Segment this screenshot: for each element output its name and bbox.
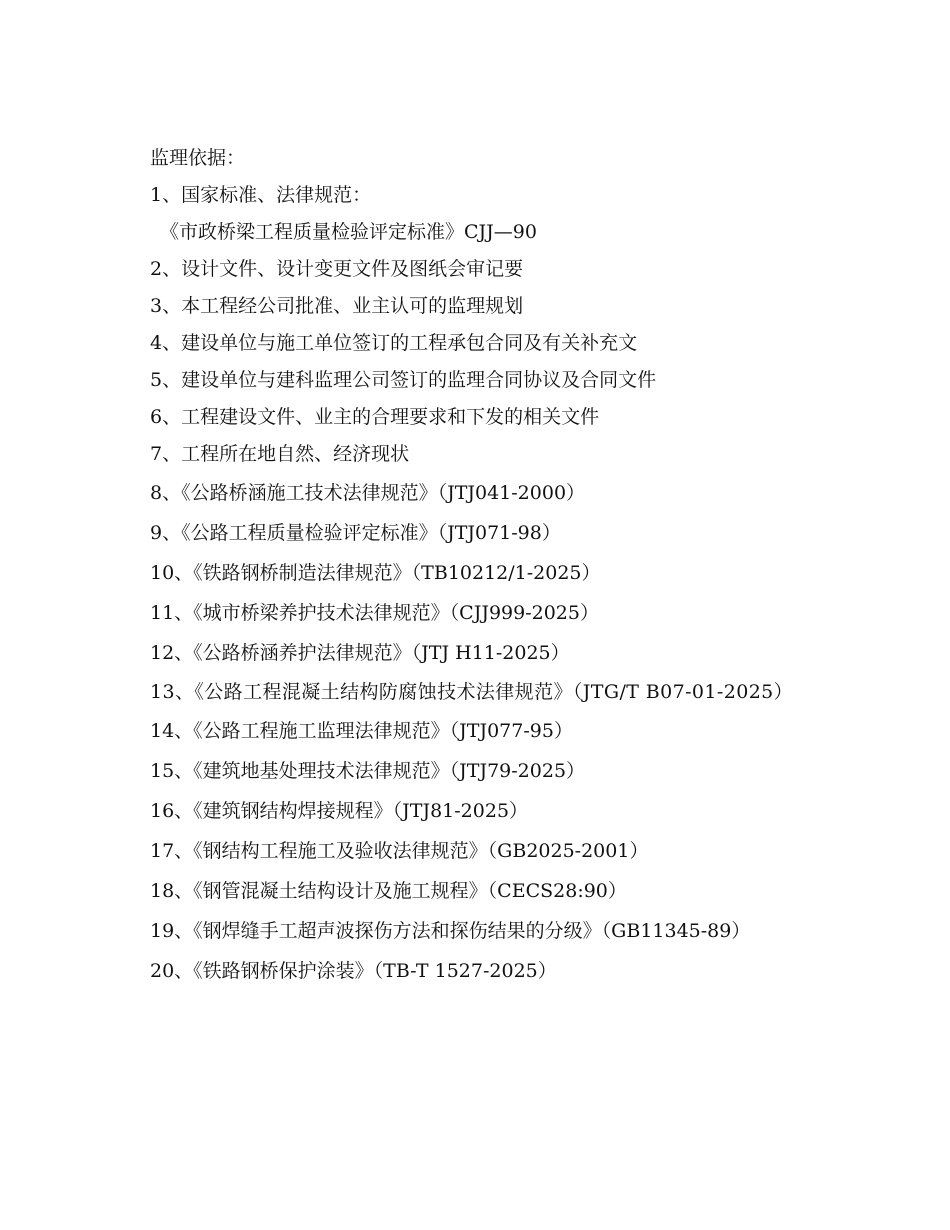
list-item: 10、《铁路钢桥制造法律规范》（TB10212/1-2025）	[150, 562, 601, 584]
list-item: 3、本工程经公司批准、业主认可的监理规划	[150, 295, 524, 317]
list-item: 17、《钢结构工程施工及验收法律规范》（GB2025-2001）	[150, 840, 649, 862]
list-item: 9、《公路工程质量检验评定标准》（JTJ071-98）	[150, 522, 561, 544]
list-item: 5、建设单位与建科监理公司签订的监理合同协议及合同文件	[150, 369, 657, 391]
list-item: 11、《城市桥梁养护技术法律规范》（CJJ999-2025）	[150, 602, 599, 624]
list-item: 8、《公路桥涵施工技术法律规范》（JTJ041-2000）	[150, 482, 586, 504]
list-item: 13、《公路工程混凝土结构防腐蚀技术法律规范》（JTG/T B07-01-2025）	[150, 681, 794, 703]
list-item: 6、工程建设文件、业主的合理要求和下发的相关文件	[150, 406, 600, 428]
list-item: 12、《公路桥涵养护法律规范》（JTJ H11-2025）	[150, 642, 570, 664]
list-item: 《市政桥梁工程质量检验评定标准》CJJ—90	[160, 221, 537, 243]
list-item: 7、工程所在地自然、经济现状	[150, 443, 410, 465]
list-item: 1、国家标准、法律规范：	[150, 184, 372, 206]
list-item: 2、设计文件、设计变更文件及图纸会审记要	[150, 258, 524, 280]
list-item: 15、《建筑地基处理技术法律规范》（JTJ79-2025）	[150, 760, 586, 782]
list-item: 16、《建筑钢结构焊接规程》（JTJ81-2025）	[150, 800, 529, 822]
list-item: 18、《钢管混凝土结构设计及施工规程》（CECS28:90）	[150, 880, 627, 902]
list-item: 14、《公路工程施工监理法律规范》（JTJ077-95）	[150, 720, 573, 742]
document-body	[110, 140, 840, 991]
list-item: 19、《钢焊缝手工超声波探伤方法和探伤结果的分级》（GB11345-89）	[150, 920, 751, 942]
list-item: 4、建设单位与施工单位签订的工程承包合同及有关补充文	[150, 332, 638, 354]
section-heading: 监理依据：	[150, 147, 246, 169]
list-item: 20、《铁路钢桥保护涂装》（TB-T 1527-2025）	[150, 960, 557, 982]
